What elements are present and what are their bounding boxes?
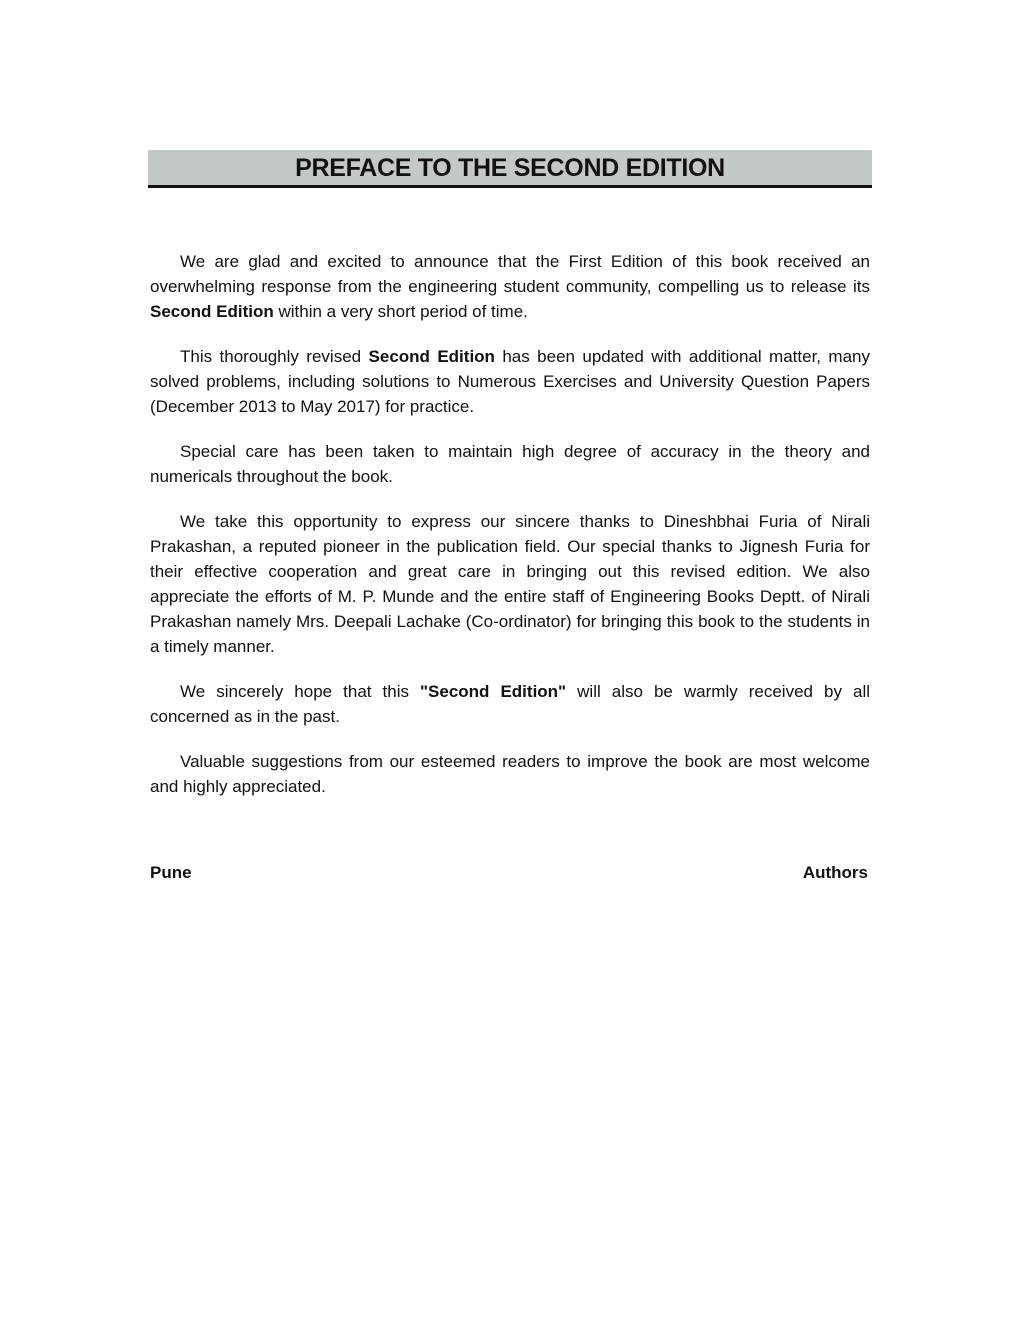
text: Valuable suggestions from our esteemed readers to improve the book are most welcome and highly appreciated. bbox=[150, 752, 870, 796]
paragraph bbox=[150, 344, 870, 419]
text: has been updated with additional matter, many solved problems, including solutions to Numerous Exercises and University Question Papers (December 2013 to May 2017) for practice. bbox=[150, 347, 870, 416]
text: This thoroughly revised bbox=[180, 347, 369, 366]
paragraph bbox=[150, 679, 870, 729]
signature-place: Pune bbox=[150, 863, 192, 882]
text: We sincerely hope that this bbox=[180, 682, 420, 701]
bold-text: "Second Edition" bbox=[419, 682, 567, 701]
text: will also be warmly received by all concerned as in the past. bbox=[150, 682, 870, 726]
text: We take this opportunity to express our sincere thanks to Dineshbhai Furia of Nirali Prakashan, a reputed pioneer in the publication field. Our special thanks to Jignesh Furia for their effective cooperation and great care in bringing out this revised edition. We also appreciate the efforts of M. P. Munde and the entire staff of Engineering Books Deptt. of Nirali Prakashan namely Mrs. Deepali Lachake (Co-ordinator) for bringing this book to the students in a timely manner. bbox=[150, 512, 870, 656]
paragraph bbox=[150, 249, 870, 324]
signature-authors: Authors bbox=[802, 863, 868, 882]
signature-line bbox=[150, 863, 868, 883]
bold-text: Second Edition bbox=[150, 302, 274, 321]
preface-body bbox=[150, 249, 870, 819]
page-title: PREFACE TO THE SECOND EDITION bbox=[295, 154, 725, 182]
paragraph bbox=[150, 749, 870, 799]
paragraph bbox=[150, 509, 870, 659]
text: Special care has been taken to maintain high degree of accuracy in the theory and numericals throughout the book. bbox=[150, 442, 870, 486]
bold-text: Second Edition bbox=[368, 347, 495, 366]
title-banner bbox=[148, 150, 872, 188]
text: within a very short period of time. bbox=[273, 302, 528, 321]
text: We are glad and excited to announce that the First Edition of this book received an overwhelming response from the engineering student community, compelling us to release its bbox=[150, 252, 870, 296]
paragraph bbox=[150, 439, 870, 489]
